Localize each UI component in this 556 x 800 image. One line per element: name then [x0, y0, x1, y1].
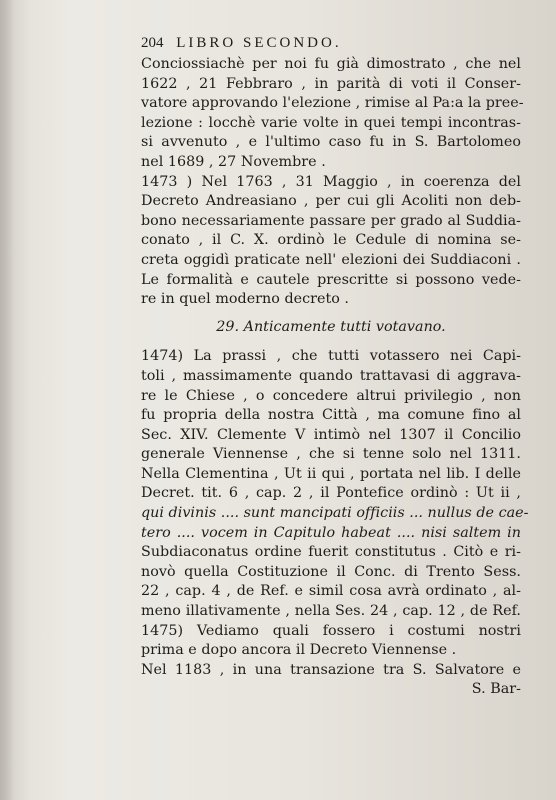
- text-line: lezione : locchè varie volte in quei tempi incontras-: [141, 114, 521, 131]
- binding-shadow: [0, 0, 14, 800]
- text-line: 22 , cap. 4 , de Ref. e simil cosa avrà ordinato , al-: [141, 583, 521, 600]
- text-line: Le formalità e cautele prescritte si possono vede-: [141, 271, 521, 288]
- text-line: 1474) La prassi , che tutti votassero nei Capi-: [141, 348, 521, 365]
- page-text: [141, 34, 529, 700]
- text-line: 1475) Vediamo quali fossero i costumi nostri: [141, 622, 521, 639]
- text-line: re le Chiese , o concedere altrui privilegio , non: [141, 387, 521, 404]
- running-title: LIBRO SECONDO.: [176, 35, 342, 51]
- paragraph-1473: [141, 173, 521, 310]
- section-heading: 29. Anticamente tutti votavano.: [216, 318, 446, 335]
- text-line: conato , il C. X. ordinò le Cedule di nomina se-: [141, 232, 521, 249]
- paragraph-1: [141, 55, 524, 173]
- text-line: Nel 1183 , in una transazione tra S. Salvatore e: [141, 661, 521, 678]
- text-line: generale Viennense , che si tenne solo nel 1311.: [141, 446, 521, 463]
- text-line: Sec. XIV. Clemente V intimò nel 1307 il Concilio: [141, 426, 521, 443]
- running-header: [141, 34, 521, 54]
- paragraph-1475: [141, 622, 521, 681]
- text-line: nel 1689 , 27 Novembre .: [141, 153, 326, 170]
- text-line: Decreto Andreasiano , per cui gli Acoliti non deb-: [141, 193, 521, 210]
- text-line: tero .... vocem in Capitulo habeat .... nisi saltem in: [141, 524, 521, 541]
- text-line: Nella Clementina , Ut ii qui , portata nel lib. I delle: [141, 465, 521, 482]
- text-line: prima e dopo ancora il Decreto Viennense .: [141, 642, 457, 659]
- text-line: qui divinis .... sunt mancipati officiis ... nullus de cae-: [141, 505, 529, 522]
- page-number: 204: [141, 35, 164, 51]
- text-line: re in quel moderno decreto .: [141, 291, 349, 308]
- text-line: Subdiaconatus ordine fuerit constitutus . Citò e ri-: [141, 544, 521, 561]
- catchword: S. Bar-: [471, 681, 521, 698]
- paragraph-1474: [141, 347, 529, 621]
- text-line: 1622 , 21 Febbraro , in parità di voti il Conser-: [141, 75, 521, 92]
- text-line: fu propria della nostra Città , ma comune fino al: [141, 407, 521, 424]
- text-line: si avvenuto , e l'ultimo caso fu in S. Bartolomeo: [141, 134, 521, 151]
- text-line: vatore approvando l'elezione , rimise al Pa:a la pree-: [141, 95, 524, 112]
- text-line: novò quella Costituzione il Conc. di Trento Sess.: [141, 563, 521, 580]
- text-line: bono necessariamente passare per grado al Suddia-: [141, 212, 521, 229]
- text-line: 1473 ) Nel 1763 , 31 Maggio , in coerenza del: [141, 173, 521, 190]
- text-line: Conciossiachè per noi fu già dimostrato , che nel: [141, 56, 521, 72]
- text-line: meno illativamente , nella Ses. 24 , cap. 12 , de Ref.: [141, 603, 521, 620]
- text-line: Decret. tit. 6 , cap. 2 , il Pontefice ordinò : Ut ii ,: [141, 485, 521, 502]
- text-line: toli , massimamente quando trattavasi di aggrava-: [141, 367, 521, 384]
- text-line: creta oggidì praticate nell' elezioni dei Suddiaconi .: [141, 251, 521, 268]
